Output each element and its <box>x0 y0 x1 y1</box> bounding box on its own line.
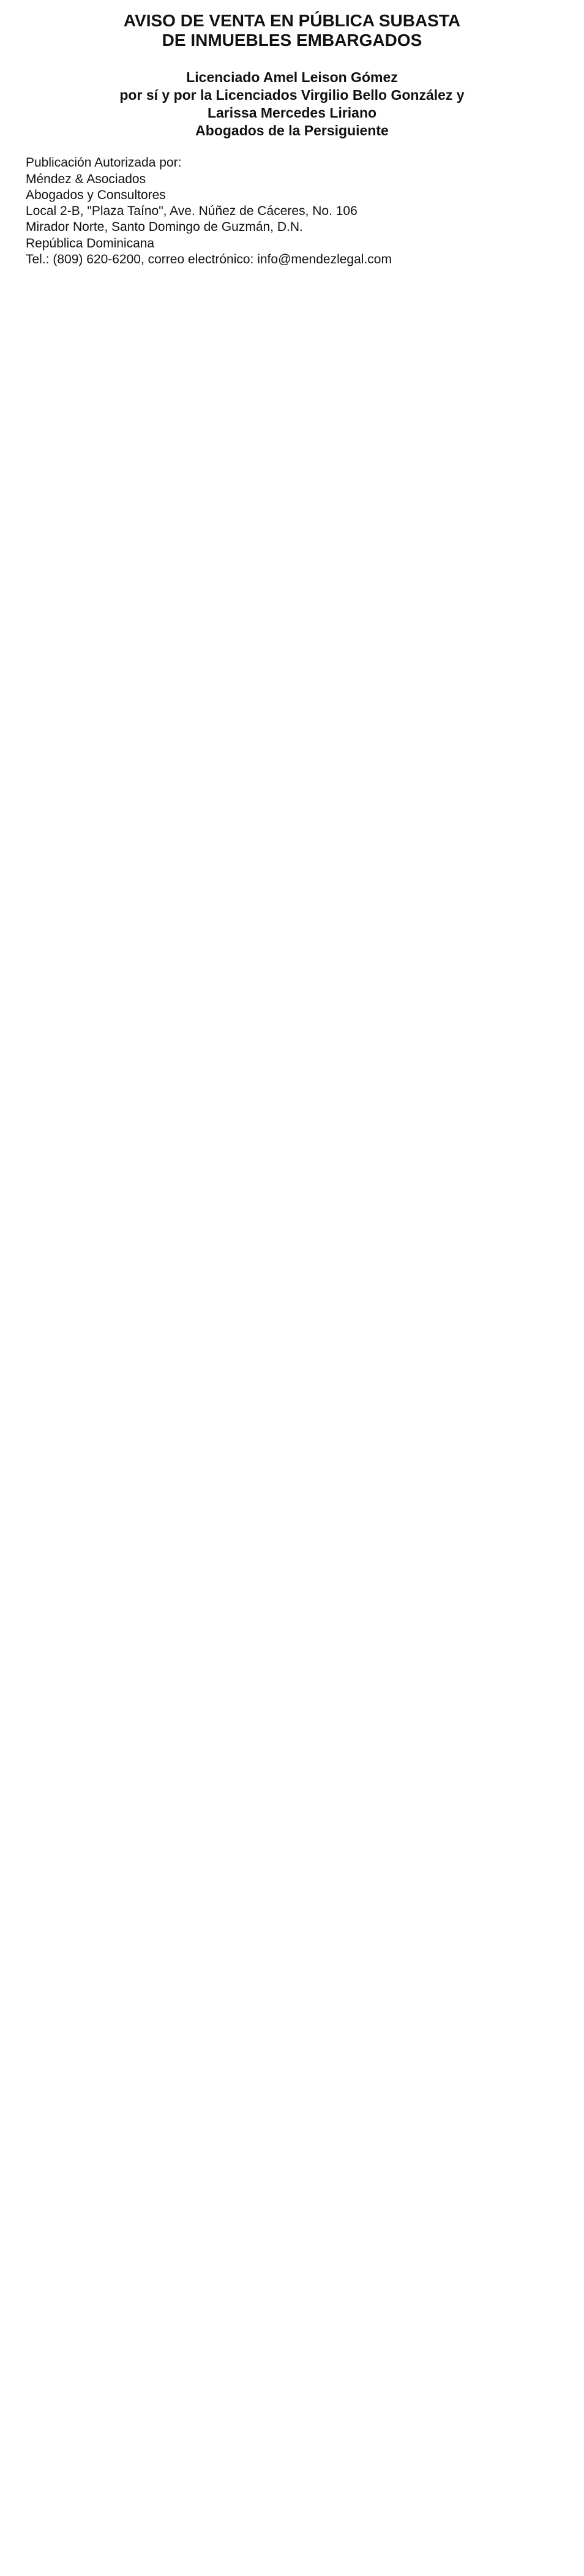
publication-line-2: Méndez & Asociados <box>26 171 146 186</box>
signature-line-2: por sí y por la Licenciados Virgilio Bello González y <box>119 87 465 104</box>
publication-line-1: Publicación Autorizada por: <box>26 156 182 170</box>
signature-line-4: Abogados de la Persiguiente <box>195 122 389 138</box>
publication-authorization <box>26 155 558 268</box>
publication-line-4: Local 2-B, "Plaza Taíno", Ave. Núñez de Cáceres, No. 106 <box>26 204 358 219</box>
signature-line-3: Larissa Mercedes Liriano <box>207 104 377 121</box>
notice-title-line-1: AVISO DE VENTA EN PÚBLICA SUBASTA <box>123 11 461 30</box>
signature-line-1: Licenciado Amel Leison Gómez <box>186 69 398 86</box>
notice-title-line-2: DE INMUEBLES EMBARGADOS <box>162 31 422 50</box>
publication-line-6: República Dominicana <box>26 236 155 250</box>
publication-line-3: Abogados y Consultores <box>26 187 166 202</box>
publication-line-7: Tel.: (809) 620-6200, correo electrónico: info@mendezlegal.com <box>26 252 392 266</box>
notice-title <box>26 11 558 50</box>
publication-line-5: Mirador Norte, Santo Domingo de Guzmán, D.N. <box>26 220 303 235</box>
signature-block <box>26 69 558 139</box>
